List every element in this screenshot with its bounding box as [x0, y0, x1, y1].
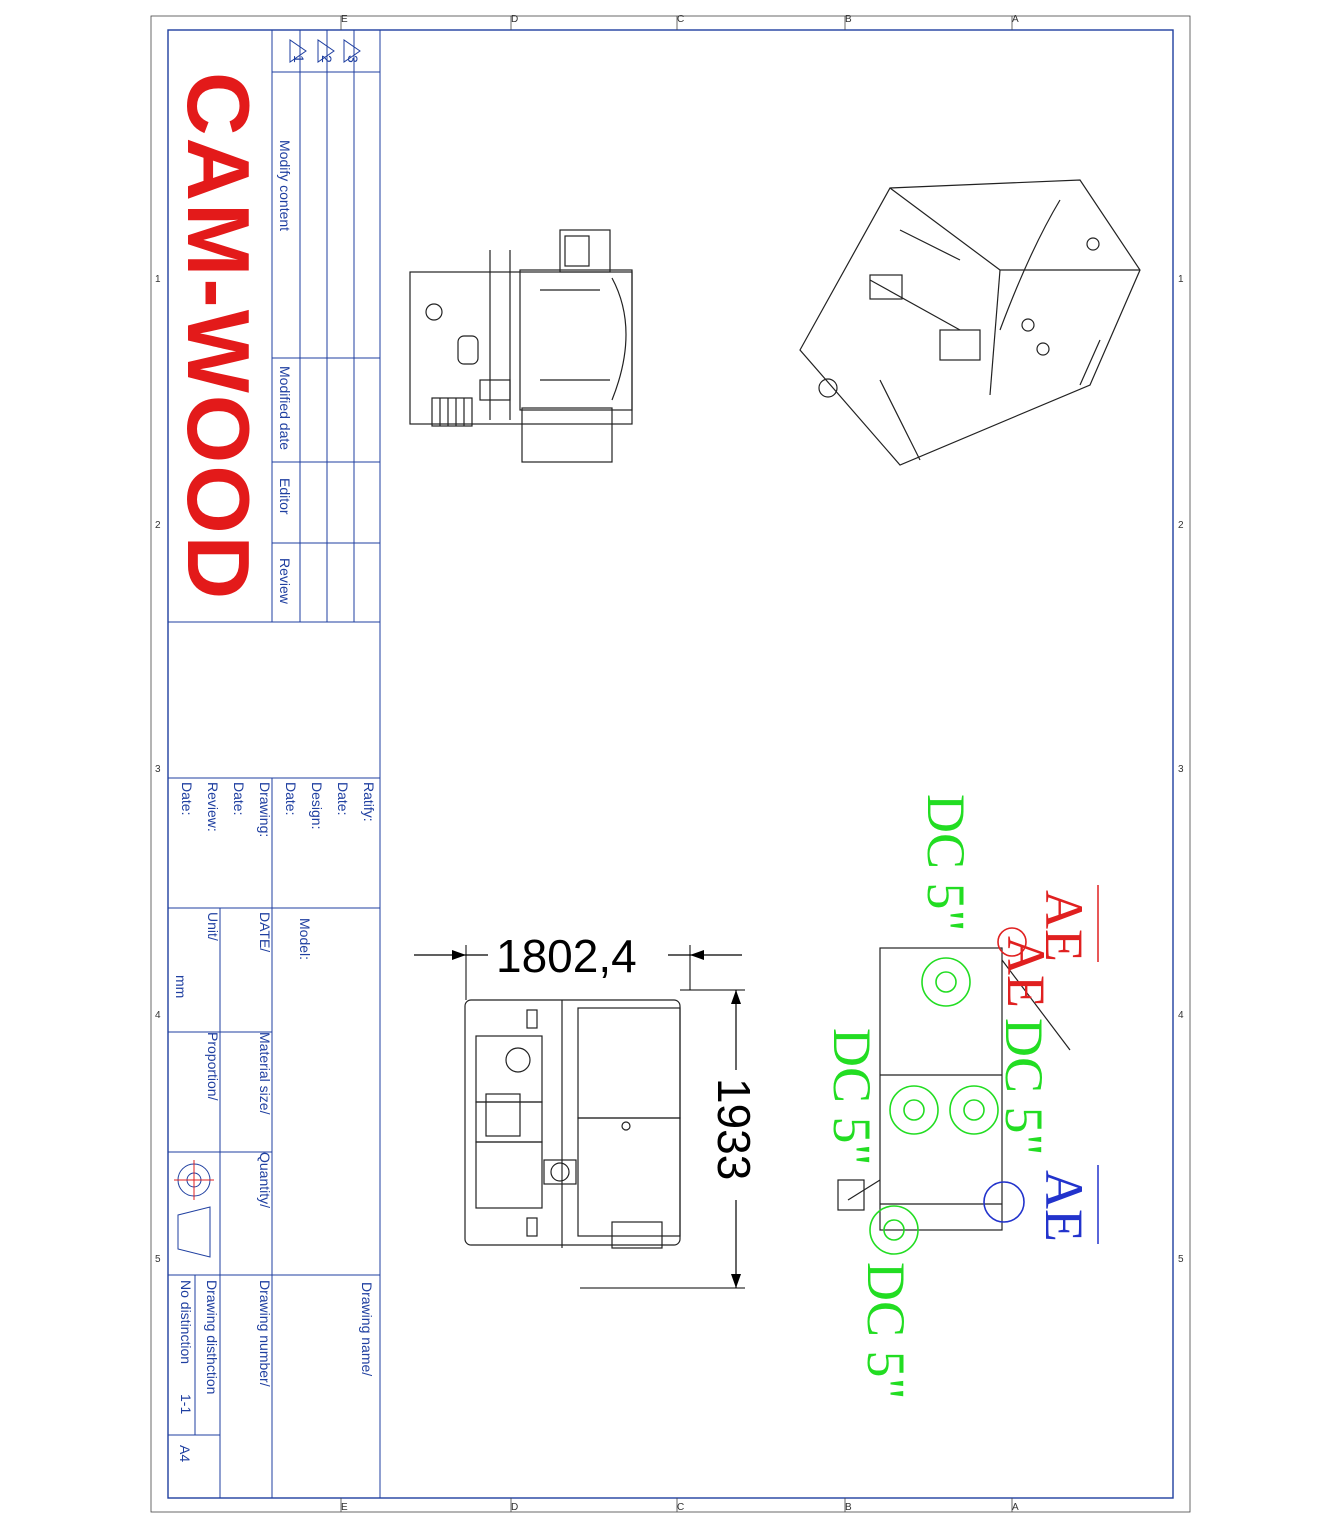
svg-text:5: 5 — [1178, 1254, 1184, 1265]
svg-text:A: A — [1012, 1502, 1019, 1513]
svg-text:B: B — [845, 14, 852, 25]
svg-text:4: 4 — [1178, 1010, 1184, 1021]
scale-value: 1-1 — [178, 1394, 194, 1415]
ae-label-top: AE — [1034, 890, 1094, 962]
isometric-view — [800, 180, 1140, 465]
drawing-number-label: Drawing number/ — [257, 1280, 273, 1387]
title-block — [168, 30, 380, 1498]
review-label: Review: — [205, 782, 221, 832]
dc-ports — [870, 958, 998, 1254]
sheet-size-value: A4 — [177, 1445, 193, 1463]
header-review: Review — [277, 558, 293, 604]
svg-text:D: D — [511, 1502, 519, 1513]
dc-port-1-icon — [922, 958, 970, 1006]
no-distinction-label: No distinction — [178, 1280, 194, 1365]
zone-letters-bottom — [341, 1502, 1019, 1513]
svg-text:3: 3 — [1178, 764, 1184, 775]
dc-label-1: DC 5" — [916, 794, 976, 932]
svg-text:1: 1 — [291, 55, 307, 63]
date-label-2: Date: — [283, 782, 299, 816]
proportion-label: Proportion/ — [205, 1032, 221, 1101]
date-label-4: Date: — [179, 782, 195, 816]
svg-text:1: 1 — [155, 274, 161, 285]
dc-label-3: DC 5" — [822, 1028, 882, 1166]
header-editor: Editor — [277, 478, 293, 515]
svg-text:C: C — [677, 14, 685, 25]
date-label-3: Date: — [231, 782, 247, 816]
svg-text:5: 5 — [155, 1254, 161, 1265]
svg-text:E: E — [341, 1502, 348, 1513]
unit-value: mm — [173, 975, 189, 999]
header-modified-date: Modified date — [277, 366, 293, 451]
dc-port-2-icon — [890, 1086, 938, 1134]
height-dimension-label: 1933 — [708, 1078, 760, 1181]
svg-text:B: B — [845, 1502, 852, 1513]
dc-port-3-icon — [950, 1086, 998, 1134]
drawing-distinction-label: Drawing disthction — [204, 1280, 220, 1395]
header-modify-content: Modify content — [277, 140, 293, 232]
svg-text:3: 3 — [155, 764, 161, 775]
svg-text:E: E — [341, 14, 348, 25]
svg-text:3: 3 — [345, 55, 361, 63]
zone-numbers-left — [155, 274, 161, 1265]
drawing-frame — [168, 30, 1173, 1498]
quantity-label: Quantity/ — [257, 1152, 273, 1209]
svg-text:1: 1 — [1178, 274, 1184, 285]
ae-port-top-small: AE — [996, 936, 1056, 1008]
svg-text:2: 2 — [1178, 520, 1184, 531]
ae-label-bottom: AE — [1034, 1170, 1094, 1242]
zone-numbers-right — [1178, 274, 1184, 1265]
date-label-1: Date: — [335, 782, 351, 816]
svg-text:D: D — [511, 14, 519, 25]
svg-text:2: 2 — [155, 520, 161, 531]
front-view — [410, 230, 632, 462]
dc-label-2: DC 5" — [994, 1018, 1054, 1156]
projection-symbol-icon — [174, 1160, 214, 1257]
svg-text:4: 4 — [155, 1010, 161, 1021]
unit-label: Unit/ — [205, 912, 221, 941]
drawing-label: Drawing: — [257, 782, 273, 838]
width-dimension-label: 1802,4 — [496, 930, 637, 982]
ratify-label: Ratify: — [361, 782, 377, 822]
svg-text:2: 2 — [319, 55, 335, 63]
cam-wood-logo: CAM-WOOD — [169, 72, 268, 602]
material-size-label: Material size/ — [257, 1032, 273, 1115]
model-label: Model: — [297, 918, 313, 961]
height-dimension — [580, 990, 760, 1288]
side-view — [465, 1000, 680, 1248]
drawing-name-label: Drawing name/ — [359, 1282, 375, 1377]
date-field-label: DATE/ — [257, 912, 273, 953]
svg-text:C: C — [677, 1502, 685, 1513]
design-label: Design: — [309, 782, 325, 830]
svg-text:A: A — [1012, 14, 1019, 25]
dc-label-4: DC 5" — [856, 1262, 916, 1400]
ae-port-bottom-icon — [984, 1182, 1024, 1222]
revision-markers — [290, 40, 361, 63]
